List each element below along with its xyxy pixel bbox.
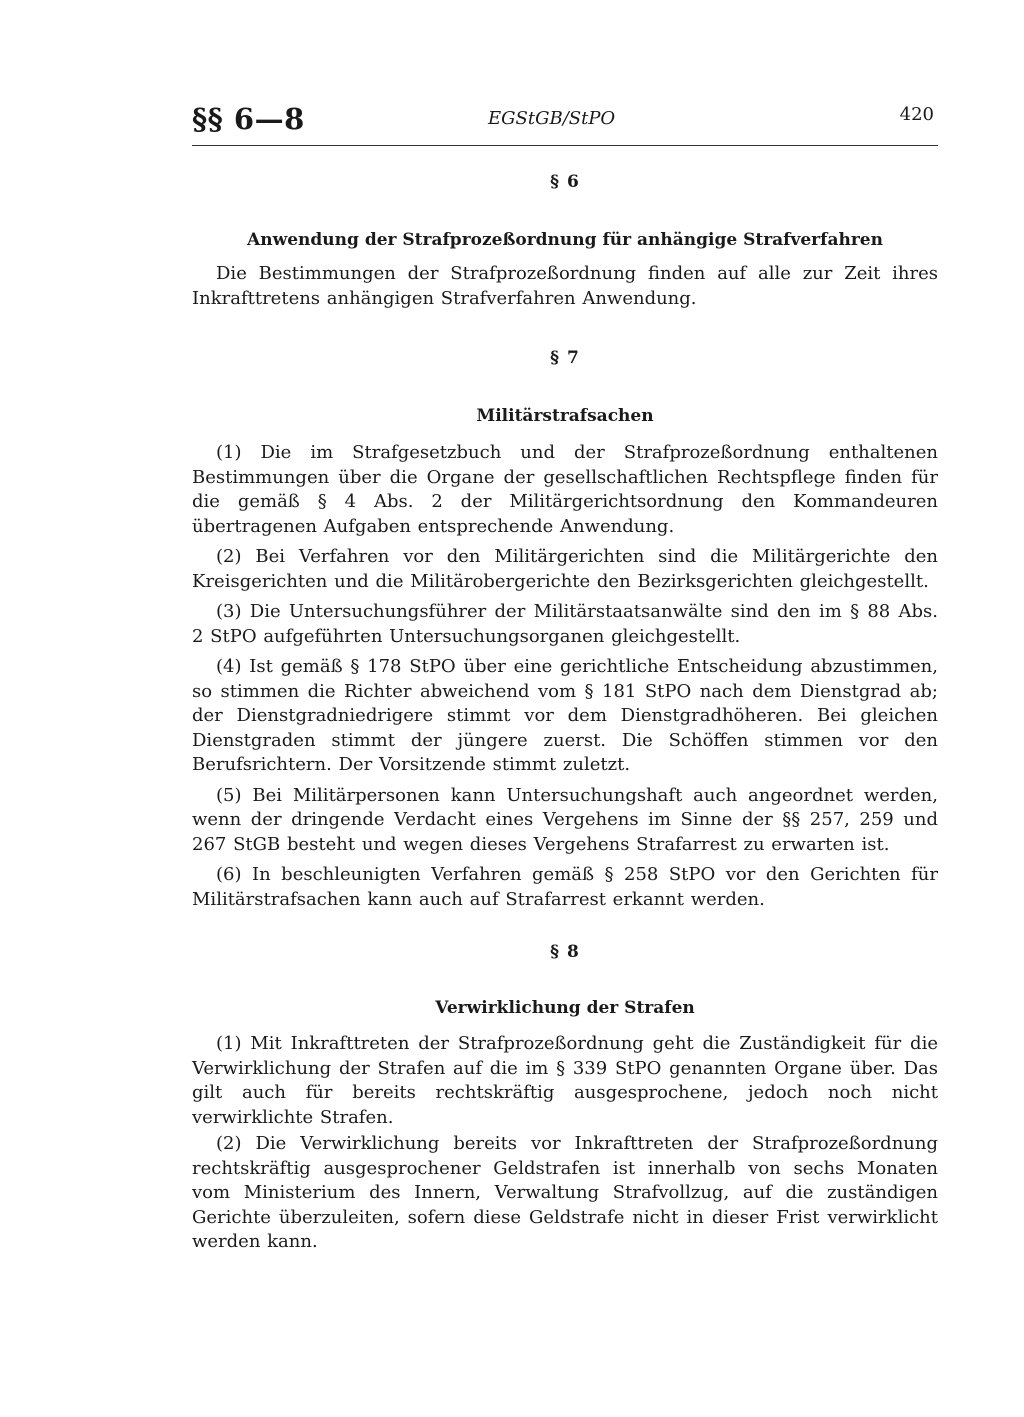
paragraph: (6) In beschleunigten Verfahren gemäß § 258 StPO vor den Gerichten für Militärstrafsachen kann auch auf Strafarrest erkannt werden. xyxy=(192,864,938,910)
section-6 xyxy=(192,172,938,311)
paragraph: (2) Die Verwirklichung bereits vor Inkrafttreten der Strafprozeßordnung rechtskräftig ausgesprochener Geldstrafen ist innerhalb von sechs Monaten vom Ministerium des Innern, Verwaltung Strafvollzug, auf die zuständigen Gerichte überzuleiten, sofern diese Geldstrafe nicht in dieser Frist verwirklicht werden kann. xyxy=(192,1133,938,1252)
paragraph: (3) Die Untersuchungsführer der Militärstaatsanwälte sind den im § 88 Abs. 2 StPO aufgeführten Untersuchungsorganen gleichgestellt. xyxy=(192,601,938,647)
page-body xyxy=(192,168,938,1255)
running-head xyxy=(192,98,940,138)
section-title: Verwirklichung der Strafen xyxy=(435,998,695,1018)
section-title: Militärstrafsachen xyxy=(476,406,654,426)
header-rule xyxy=(192,145,938,146)
paragraph: Die Bestimmungen der Strafprozeßordnung finden auf alle zur Zeit ihres Inkrafttretens anhängigen Strafverfahren Anwendung. xyxy=(192,263,938,309)
paragraph: (1) Die im Strafgesetzbuch und der Strafprozeßordnung enthaltenen Bestimmungen über die Organe der gesellschaftlichen Rechtspflege finden für die gemäß § 4 Abs. 2 der Militärgerichtsordnung den Kommandeuren übertragenen Aufgaben entsprechende Anwendung. xyxy=(192,442,938,537)
section-number: § 6 xyxy=(550,172,580,192)
section-8 xyxy=(192,942,938,1255)
page-number: 420 xyxy=(899,104,934,125)
section-number: § 8 xyxy=(550,942,580,962)
section-7 xyxy=(192,348,938,912)
paragraph: (2) Bei Verfahren vor den Militärgerichten sind die Militärgerichte den Kreisgerichten und die Militärobergerichte den Bezirksgerichten gleichgestellt. xyxy=(192,546,938,592)
section-title: Anwendung der Strafprozeßordnung für anhängige Strafverfahren xyxy=(247,230,883,250)
document-title: EGStGB/StPO xyxy=(488,108,616,129)
paragraph: (1) Mit Inkrafttreten der Strafprozeßordnung geht die Zuständigkeit für die Verwirklichung der Strafen auf die im § 339 StPO genannten Organe über. Das gilt auch für bereits rechtskräftig ausgesprochene, jedoch noch nicht verwirklichte Strafen. xyxy=(192,1033,938,1128)
paragraph: (4) Ist gemäß § 178 StPO über eine gerichtliche Entscheidung abzustimmen, so stimmen die Richter abweichend vom § 181 StPO nach dem Dienstgrad ab; der Dienstgradniedrigere stimmt vor dem Dienstgradhöheren. Bei gleichen Dienstgraden stimmt der jüngere zuerst. Die Schöffen stimmen vor den Berufsrichtern. Der Vorsitzende stimmt zuletzt. xyxy=(192,656,938,775)
section-range-heading: §§ 6—8 xyxy=(192,102,305,136)
section-number: § 7 xyxy=(550,348,580,368)
paragraph: (5) Bei Militärpersonen kann Untersuchungshaft auch angeordnet werden, wenn der dringende Verdacht eines Vergehens im Sinne der §§ 257, 259 und 267 StGB besteht und wegen dieses Vergehens Strafarrest zu erwarten ist. xyxy=(192,784,938,855)
